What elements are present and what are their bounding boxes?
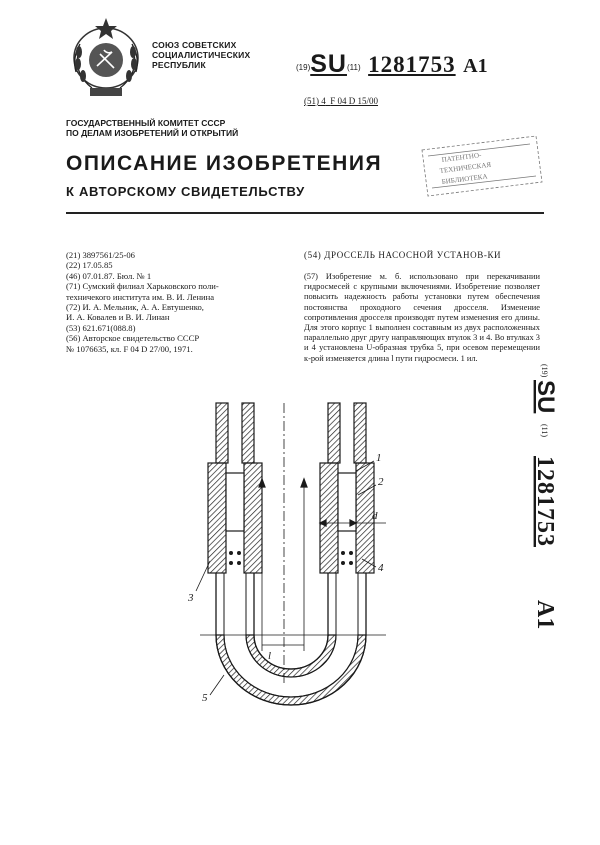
label-d: d [372,510,378,522]
left-insert [226,473,244,531]
biblio-row: (53) 621.671(088.8) [66,322,136,333]
ipc-classification [304,96,378,106]
kind-code: A1 [463,55,488,77]
biblio-row: (21) 3897561/25-06 [66,250,135,260]
ipc-value: F 04 D 15/00 [330,96,379,106]
stamp-line: БИБЛИОТЕКА [441,172,488,186]
biblio-row: (22) 17.05.85 [66,260,113,271]
code-19: (19) [296,63,311,72]
country-code: SU [310,50,347,78]
side-kind: A1 [532,600,558,630]
committee-line: ГОСУДАРСТВЕННЫЙ КОМИТЕТ СССР [66,118,226,128]
publication-number [296,50,488,79]
biblio-row: техничекого института им. В. И. Ленина [66,291,215,302]
document-title: ОПИСАНИЕ ИЗОБРЕТЕНИЯ [66,152,383,175]
side-number: 1281753 [532,456,558,547]
side-publication-number [520,360,592,700]
union-line: СОЦИАЛИСТИЧЕСКИХ [152,50,251,60]
ipc-code: (51) 4 [304,96,326,106]
committee [66,118,238,138]
side-code-11: (11) [540,424,549,438]
abstract-text: (57) Изобретение м. б. использовано при перекачивании гидросмесей с крупными включениями. Изобретение позволяет повысить надежность работы установки путем обеспечения постоянства проходного сечения дросселя. Изменение сопротивления дросселя производят путем изменения его длины. Для этого корпус 1 выполнен составным из двух расположенных параллельно друг другу направляющих втулок 3 и 4. Во втулках 3 и 4 установлена U-образная трубка 5, при осевом перемещении к-рой изменяется длина l пути гидросмеси. 1 ил. [304,272,540,363]
side-code-19: (19) [540,364,549,378]
label-2: 2 [378,476,384,488]
left-sleeve-inner [244,463,262,573]
biblio-row: (56) Авторское свидетельство СССР [66,333,200,344]
arrow-up-icon [301,479,307,487]
bibliographic-data [66,250,294,354]
right-pipe-wall-inner [328,403,340,463]
committee-line: ПО ДЕЛАМ ИЗОБРЕТЕНИЙ И ОТКРЫТИЙ [66,128,239,138]
right-pipe-wall-outer [354,403,366,463]
ussr-emblem [64,14,148,102]
label-5: 5 [202,692,208,704]
stamp-line: ТЕХНИЧЕСКАЯ [439,160,492,175]
left-sleeve-outer [208,463,226,573]
invention-title: (54) ДРОССЕЛЬ НАСОСНОЙ УСТАНОВ-КИ [304,250,502,260]
u-tube-inner [254,573,328,669]
left-pipe-wall-inner [242,403,254,463]
u-tube-hatch-inner [246,635,336,677]
header-rule [66,212,544,214]
biblio-row: № 1076635, кл. F 04 D 27/00, 1971. [66,343,193,354]
leader-5 [210,675,224,695]
biblio-row: И. А. Ковалев и В. И. Линан [66,312,170,323]
biblio-row: (71) Сумский филиал Харьковского поли- [66,281,219,292]
throttle-drawing [150,395,410,715]
right-sleeve-inner [320,463,338,573]
left-pipe-wall-outer [216,403,228,463]
label-3: 3 [188,592,194,604]
union-line: СОЮЗ СОВЕТСКИХ [152,40,237,50]
patent-number: 1281753 [368,52,456,77]
label-4: 4 [378,562,384,574]
document-subtitle: К АВТОРСКОМУ СВИДЕТЕЛЬСТВУ [66,184,305,199]
library-stamp [418,130,546,200]
biblio-row: (72) И. А. Мельник, А. А. Евтушенко, [66,302,204,313]
stamp-line: ПАТЕНТНО- [441,151,482,164]
union-name [152,40,250,70]
union-line: РЕСПУБЛИК [152,60,206,70]
leader-3 [196,561,210,591]
code-11: (11) [346,63,361,72]
label-1: 1 [376,452,382,464]
biblio-row: (46) 07.01.87. Бюл. № 1 [66,270,152,281]
side-country: SU [532,380,559,414]
label-length: l [268,650,272,662]
